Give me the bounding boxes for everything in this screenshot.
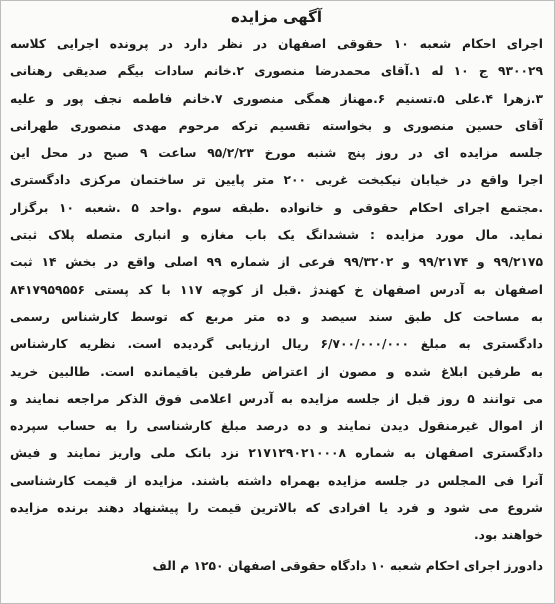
body-line: آقای حسین منصوری و بخواسته تقسیم ترکه مرحوم مهدی منصوری طهرانی xyxy=(10,118,543,133)
body-line: خواهند بود. xyxy=(473,528,543,543)
body-line: می توانند ۵ روز قبل از جلسه مزایده به آدرس اعلامی فوق الذکر مراجعه نمایند و xyxy=(10,391,543,406)
body-line: اجرای احکام شعبه ۱۰ حقوقی اصفهان در نظر دارد در پرونده اجرایی کلاسه xyxy=(10,37,543,51)
body-line: شروع می شود و فرد یا افرادی که بالاترین قیمت را پیشنهاد دهند برنده مزایده xyxy=(10,501,543,516)
body-line: ۹۳۰۰۲۹ ج ۱۰ له ۱.آقای محمدرضا منصوری ۲.خانم سادات بیگم صدیقی رهنانی xyxy=(10,64,543,79)
notice-footer: دادورز اجرای احکام شعبه ۱۰ دادگاه حقوقی اصفهان ۱۲۵۰ م الف xyxy=(152,558,543,573)
body-line: دادگستری به مبلغ ۶/۷۰۰/۰۰۰/۰۰۰ ریال ارزیابی گردیده است. نظریه کارشناس xyxy=(10,337,543,352)
body-line: اجرا واقع در خیابان نیکبخت غربی ۲۰۰ متر پایین تر ساختمان مرکزی دادگستری xyxy=(10,173,543,188)
body-line: .مجتمع اجرای احکام حقوقی و خانواده .طبقه سوم .واحد ۵ .شعبه ۱۰ برگزار xyxy=(10,200,543,215)
notice-body xyxy=(10,31,543,550)
body-line: به طرفین ابلاغ شده و مصون از اعتراض طرفین باقیمانده است. طالبین خرید xyxy=(10,364,543,379)
notice-title: آگهی مزایده xyxy=(230,8,323,26)
body-line: جلسه مزایده ای در روز پنج شنبه مورخ ۹۵/۲/۲۳ ساعت ۹ صبح در محل این xyxy=(10,146,543,161)
body-line: به مساحت کل طبق سند سیصد و ده متر مربع که توسط کارشناس رسمی xyxy=(10,309,543,324)
body-line: اصفهان به آدرس اصفهان خ کهندژ .قبل از کوچه ۱۱۷ با کد پستی ۸۴۱۷۹۵۹۵۵۶ xyxy=(10,282,543,297)
body-line: نماید. مال مورد مزایده : ششدانگ یک باب مغازه و انباری متصله پلاک ثبتی xyxy=(10,228,543,243)
body-line: آنرا فی المجلس در جلسه مزایده بهمراه داشته باشند. مزایده از قیمت کارشناسی xyxy=(10,473,543,488)
body-line: ۳.زهرا ۴.علی ۵.تسنیم ۶.مهناز همگی منصوری ۷.خانم فاطمه نجف پور و علیه xyxy=(10,91,543,106)
body-line: از اموال غیرمنقول دیدن نمایند و ده درصد مبلغ کارشناسی را به حساب سپرده xyxy=(10,419,543,434)
body-line: ۹۹/۲۱۷۵ و ۹۹/۲۱۷۴ و ۹۹/۳۲۰۲ فرعی از شماره ۹۹ اصلی واقع در بخش ۱۴ ثبت xyxy=(10,255,543,270)
body-line: دادگستری اصفهان به شماره ۲۱۷۱۲۹۰۲۱۰۰۰۸ نزد بانک ملی واریز نمایند و فیش xyxy=(10,446,543,461)
